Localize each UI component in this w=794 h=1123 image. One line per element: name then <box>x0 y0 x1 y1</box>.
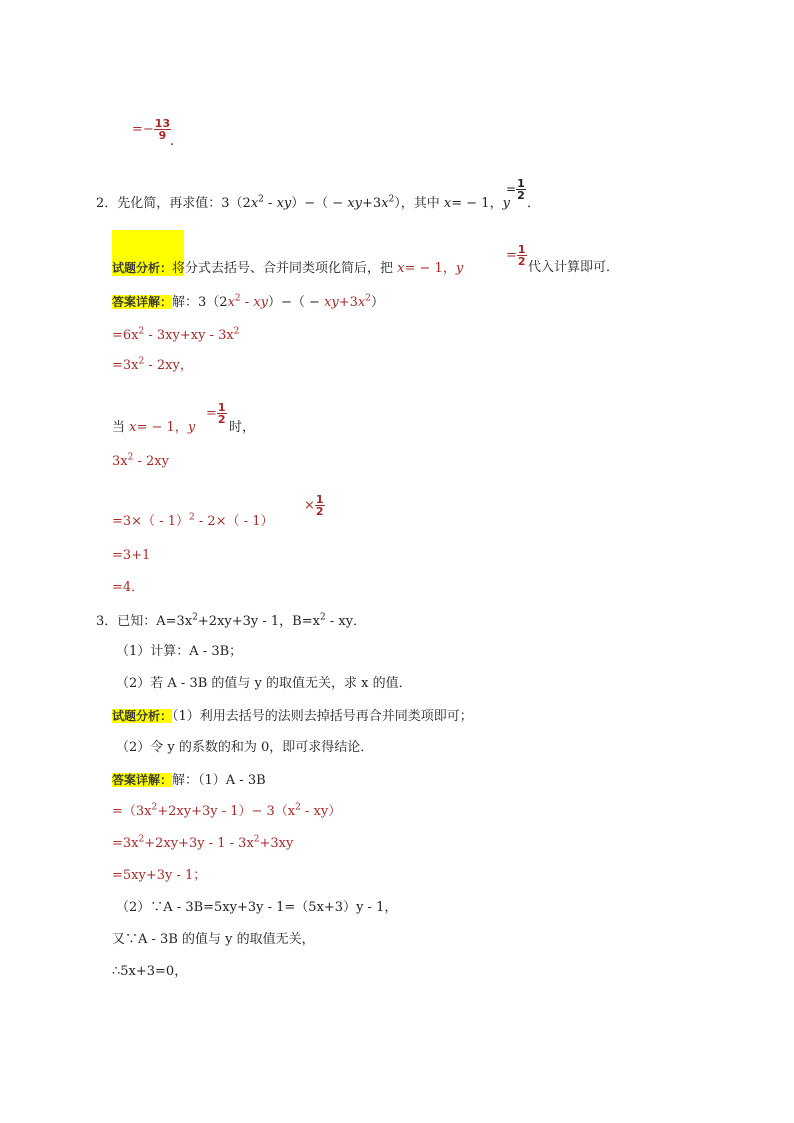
q2-calc-times-half: × $\frac{1}{2}$ <box>304 493 324 518</box>
q3-step2: $=3x^2+2xy+3y - 1 - 3x^2+3xy$ <box>112 834 294 851</box>
fraction-one-half: $\frac{1}{2}$ <box>315 493 324 518</box>
q2-when-end: 时， <box>229 420 256 435</box>
q3-analysis: 试题分析：（1）利用去括号的法则去掉括号再合并同类项即可； <box>112 709 473 724</box>
answer-label: 答案详解： <box>112 295 173 309</box>
q2-y-value: = $\frac{1}{2}$ <box>506 177 525 202</box>
prev-period: . <box>170 134 175 149</box>
answer-label: 答案详解： <box>112 773 173 787</box>
q2-calc: =3×（ - 1）$^2$ - 2×（ - 1） <box>112 512 274 529</box>
analysis-label: 试题分析： <box>112 709 173 723</box>
analysis-label: 试题分析： <box>112 261 173 275</box>
fraction-one-half: $\frac{1}{2}$ <box>517 243 526 268</box>
q3-step5: 又∵A - 3B 的值与 y 的取值无关， <box>112 932 315 947</box>
q2-expr: $3x^2 - 2xy$ <box>112 452 169 469</box>
prev-result <box>132 118 171 141</box>
q2-statement: 2．先化简，再求值：$3(2x^2 - xy)-( - xy+3x^2)$，其中 x= − 1，y <box>96 194 510 211</box>
q2-analysis: 试题分析：将分式去括号、合并同类项化简后，把 x= − 1，y <box>112 261 464 276</box>
q2-when-y-value: = $\frac{1}{2}$ <box>206 401 226 426</box>
q3-step1: $=(3x^2+2xy+3y - 1)- 3(x^2 - xy)$ <box>112 802 342 819</box>
q2-answer-start: 答案详解：解：$3(2x^2 - xy)-( - xy+3x^2)$ <box>112 293 385 310</box>
fraction-one-half: $\frac{1}{2}$ <box>217 401 226 426</box>
q3-step4: （2）∵A - 3B=5xy+3y - 1=（5x+3）y - 1， <box>116 900 398 915</box>
equals-minus: =− <box>132 122 154 137</box>
q3-analysis-b: （2）令 y 的系数的和为 0，即可求得结论． <box>116 740 374 755</box>
q2-when: 当 x= − 1，y <box>112 420 196 435</box>
q2-step2: $=3x^2 - 2xy$， <box>112 356 193 373</box>
q2-analysis-end: 代入计算即可． <box>528 260 620 275</box>
q2-end: ． <box>527 196 541 211</box>
q3-statement: 3．已知：$A=3x^2+2xy+3y - 1$，$B=x^2$ - xy． <box>96 612 367 629</box>
q3-part1: （1）计算：A - 3B； <box>116 644 243 659</box>
q2-calc2: =3+1 <box>112 548 151 563</box>
q2-step1: $=6x^2 - 3xy+xy - 3x^2$ <box>112 326 240 343</box>
q3-step3: =5xy+3y - 1； <box>112 868 207 883</box>
q2-calc3: =4． <box>112 580 145 595</box>
fraction-one-half: $\frac{1}{2}$ <box>517 177 525 202</box>
fraction-13-9: $\frac{13}{9}$ <box>154 117 171 142</box>
q3-part2: （2）若 A - 3B 的值与 y 的取值无关，求 x 的值． <box>116 676 412 691</box>
q3-step6: ∴5x+3=0， <box>112 964 188 979</box>
q2-analysis-y-value: = $\frac{1}{2}$ <box>506 243 526 268</box>
q3-answer-start: 答案详解：解：（1）A - 3B <box>112 773 266 788</box>
